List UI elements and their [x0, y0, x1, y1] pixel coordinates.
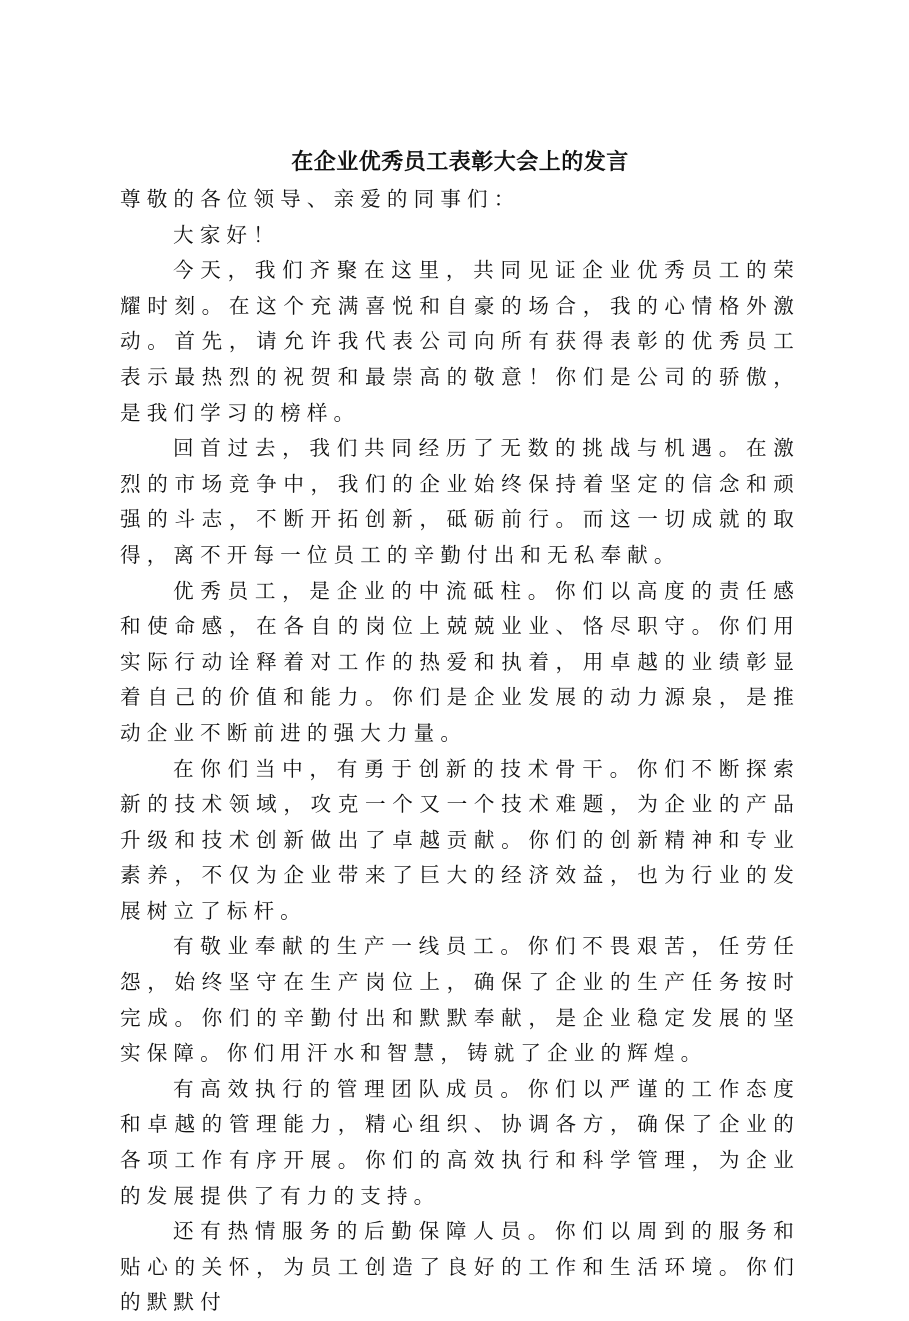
document-body: [120, 182, 800, 1321]
paragraph-support-staff: 还有热情服务的后勤保障人员。你们以周到的服务和贴心的关怀，为员工创造了良好的工作和生活环境。你们的默默付: [120, 1219, 800, 1315]
salutation: 尊敬的各位领导、亲爱的同事们：: [120, 187, 521, 211]
paragraph-management-team: 有高效执行的管理团队成员。你们以严谨的工作态度和卓越的管理能力，精心组织、协调各方，确保了企业的各项工作有序开展。你们的高效执行和科学管理，为企业的发展提供了有力的支持。: [120, 1076, 800, 1208]
paragraph-tech-backbone: 在你们当中，有勇于创新的技术骨干。你们不断探索新的技术领域，攻克一个又一个技术难题，为企业的产品升级和技术创新做出了卓越贡献。你们的创新精神和专业素养，不仅为企业带来了巨大的经济效益，也为行业的发展树立了标杆。: [120, 756, 800, 923]
document-title: 在企业优秀员工表彰大会上的发言: [291, 149, 629, 175]
paragraph-excellent-staff: 优秀员工，是企业的中流砥柱。你们以高度的责任感和使命感，在各自的岗位上兢兢业业、恪尽职守。你们用实际行动诠释着对工作的热爱和执着，用卓越的业绩彰显着自己的价值和能力。你们是企业发展的动力源泉，是推动企业不断前进的强大力量。: [120, 578, 800, 745]
paragraph-review: 回首过去，我们共同经历了无数的挑战与机遇。在激烈的市场竞争中，我们的企业始终保持着坚定的信念和顽强的斗志，不断开拓创新，砥砺前行。而这一切成就的取得，离不开每一位员工的辛勤付出和无私奉献。: [120, 436, 800, 567]
paragraph-frontline-workers: 有敬业奉献的生产一线员工。你们不畏艰苦，任劳任怨，始终坚守在生产岗位上，确保了企业的生产任务按时完成。你们的辛勤付出和默默奉献，是企业稳定发展的坚实保障。你们用汗水和智慧，铸就了企业的辉煌。: [120, 934, 800, 1066]
paragraph-greeting: 大家好！: [173, 222, 280, 247]
paragraph-opening: 今天，我们齐聚在这里，共同见证企业优秀员工的荣耀时刻。在这个充满喜悦和自豪的场合，我的心情格外激动。首先，请允许我代表公司向所有获得表彰的优秀员工表示最热烈的祝贺和最崇高的敬意！你们是公司的骄傲，是我们学习的榜样。: [120, 258, 800, 425]
